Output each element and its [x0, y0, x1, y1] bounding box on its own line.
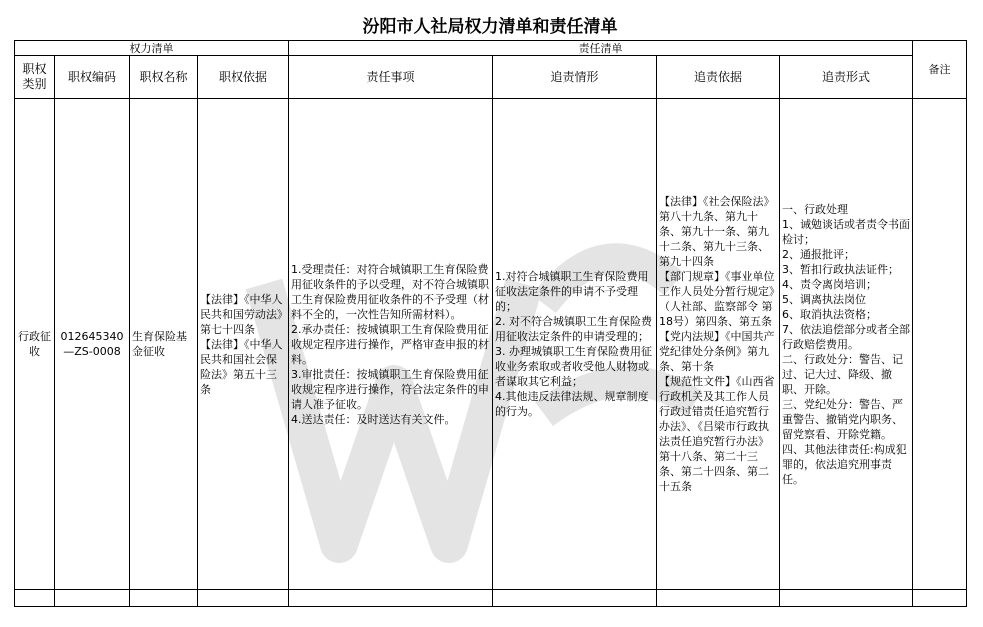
header-name: 职权名称 [130, 56, 198, 99]
cell-accountability-basis: 【法律】《社会保险法》第八十九条、第九十条、第九十一条、第九十二条、第九十三条、第九十四条 【部门规章】《事业单位工作人员处分暂行规定》（人社部、监察部令 第18号）第四条、第五条 【党内法规】《中国共产党纪律处分条例》第九条、第十条 【规范性文件】《山西省行政机关及其工作人员行政过错责任追究暂行办法》、《吕梁市行政执法责任追究暂行办法》第十八条、第二十三条、第二十四条、第二十五条 [657, 99, 780, 590]
page-title: 汾阳市人社局权力清单和责任清单 [362, 17, 618, 37]
column-header-row [15, 56, 967, 99]
cell-category: 行政征收 [15, 99, 55, 590]
blank-cell [493, 590, 657, 607]
cell-accountability: 1.对符合城镇职工生育保险费用征收法定条件的申请不予受理的； 2. 对不符合城镇职工生育保险费用征收法定条件的申请受理的； 3. 办理城镇职工生育保险费用征收业务索取或者收受他人财物或者谋取其它利益； 4.其他违反法律法规、规章制度的行为。 [493, 99, 657, 590]
blank-cell [657, 590, 780, 607]
responsibility-table [14, 40, 967, 607]
blank-cell [289, 590, 493, 607]
header-accountability-form: 追责形式 [780, 56, 913, 99]
header-code: 职权编码 [55, 56, 130, 99]
group-power-list: 权力清单 [15, 41, 289, 56]
blank-row [15, 590, 967, 607]
cell-name: 生育保险基金征收 [130, 99, 198, 590]
group-responsibility-list: 责任清单 [289, 41, 913, 56]
document-sheet [14, 14, 966, 612]
header-basis: 职权依据 [198, 56, 289, 99]
blank-cell [780, 590, 913, 607]
cell-duties: 1.受理责任：对符合城镇职工生育保险费用征收条件的予以受理，对不符合城镇职工生育保险费用征收条件的不予受理（材料不全的，一次性告知所需材料）。 2.承办责任：按城镇职工生育保险费用征收规定程序进行操作，严格审查申报的材料。 3.审批责任：按城镇职工生育保险费用征收规定程序进行操作，符合法定条件的申请人准予征收。 4.送达责任：及时送达有关文件。 [289, 99, 493, 590]
group-header-row [15, 41, 967, 56]
cell-code: 012645340—ZS-0008 [55, 99, 130, 590]
cell-accountability-form: 一、行政处理 1、诫勉谈话或者责令书面检讨； 2、通报批评； 3、暂扣行政执法证件； 4、责令离岗培训； 5、调离执法岗位 6、取消执法资格； 7、依法追偿部分或者全部行政赔偿费用。 二、行政处分：警告、记过、记大过、降级、撤职、开除。 三、党纪处分：警告、严重警告、撤销党内职务、留党察看、开除党籍。 四、其他法律责任:构成犯罪的，依法追究刑事责任。 [780, 99, 913, 590]
blank-cell [198, 590, 289, 607]
header-category: 职权类别 [15, 56, 55, 99]
header-remarks: 备注 [913, 41, 967, 99]
cell-remarks [913, 99, 967, 590]
blank-cell [130, 590, 198, 607]
table-row [15, 99, 967, 590]
header-accountability-basis: 追责依据 [657, 56, 780, 99]
header-accountability: 追责情形 [493, 56, 657, 99]
cell-basis: 【法律】《中华人民共和国劳动法》第七十四条 【法律】《中华人民共和国社会保险法》第五十三条 [198, 99, 289, 590]
blank-cell [913, 590, 967, 607]
blank-cell [15, 590, 55, 607]
blank-cell [55, 590, 130, 607]
header-duties: 责任事项 [289, 56, 493, 99]
